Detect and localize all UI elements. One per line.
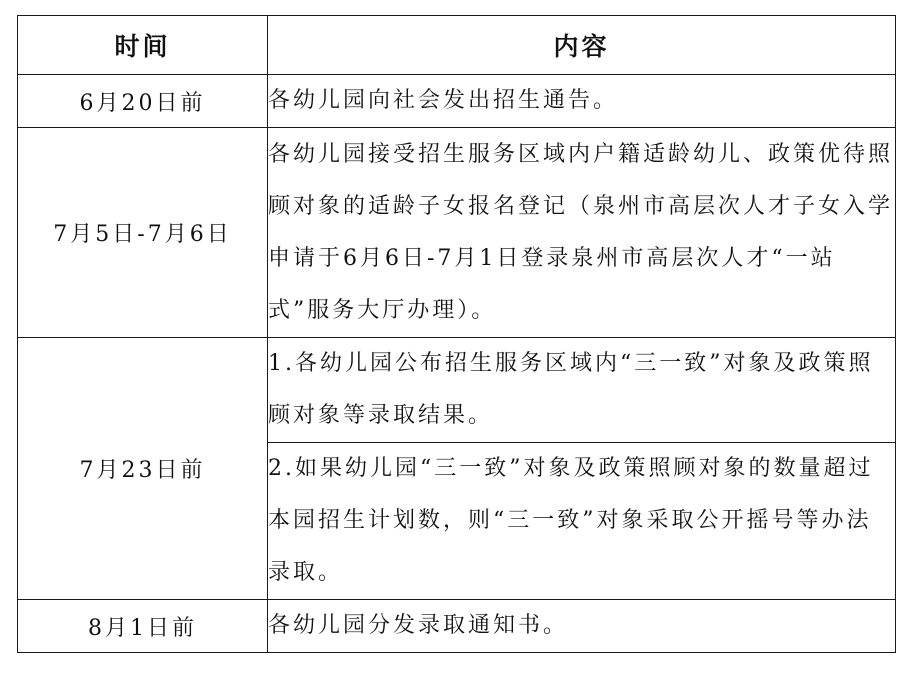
table-row [18, 128, 896, 338]
table-row [18, 338, 896, 443]
table-header-row [18, 16, 896, 75]
table-row [18, 75, 896, 128]
content-cell: 各幼儿园接受招生服务区域内户籍适龄幼儿、政策优待照顾对象的适龄子女报名登记（泉州市高层次人才子女入学申请于6月6日-7月1日登录泉州市高层次人才“一站式”服务大厅办理）。 [268, 128, 896, 338]
content-cell: 1.各幼儿园公布招生服务区域内“三一致”对象及政策照顾对象等录取结果。 [268, 338, 896, 443]
enrollment-schedule-table [17, 15, 896, 653]
content-cell: 各幼儿园分发录取通知书。 [268, 600, 896, 653]
table-row [18, 600, 896, 653]
header-time: 时间 [18, 16, 268, 75]
time-cell: 8月1日前 [18, 600, 268, 653]
header-content: 内容 [268, 16, 896, 75]
content-cell: 各幼儿园向社会发出招生通告。 [268, 75, 896, 128]
time-cell: 7月23日前 [18, 338, 268, 600]
time-cell: 7月5日-7月6日 [18, 128, 268, 338]
time-cell: 6月20日前 [18, 75, 268, 128]
content-cell: 2.如果幼儿园“三一致”对象及政策照顾对象的数量超过本园招生计划数，则“三一致”对象采取公开摇号等办法录取。 [268, 443, 896, 600]
